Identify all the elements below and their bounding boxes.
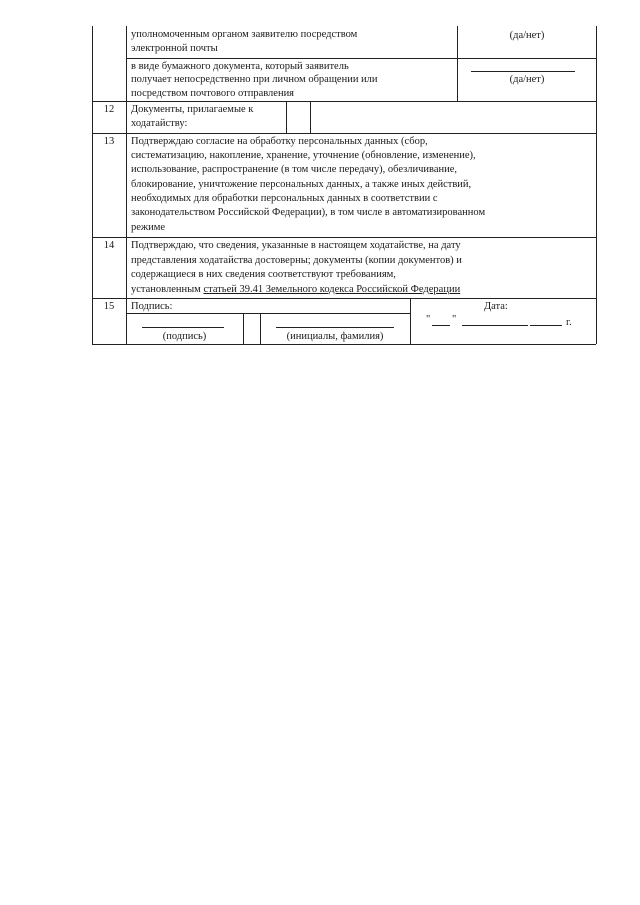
row13-line-4: блокирование, уничтожение персональных данных, а также иных действий, (131, 179, 472, 190)
row13-number: 13 (103, 136, 115, 147)
row15-number: 15 (103, 301, 115, 312)
date-label: Дата: (484, 301, 508, 312)
date-quote-open: " (426, 314, 431, 325)
row11a-line-1: уполномоченным органом заявителю посредством (131, 29, 358, 40)
row11b-answer-field[interactable] (471, 71, 575, 72)
row-divider-11 (92, 101, 596, 102)
row15-divider-sign (243, 313, 244, 344)
row-divider-11a (126, 58, 596, 59)
date-quote-close: " (452, 314, 457, 325)
row12-divider-a (286, 101, 287, 133)
name-field[interactable] (276, 327, 394, 328)
row13-line-2: систематизацию, накопление, хранение, уточнение (обновление, изменение), (131, 150, 476, 161)
row14-line-1: Подтверждаю, что сведения, указанные в настоящем ходатайстве, на дату (131, 240, 461, 251)
row-divider-14 (92, 298, 596, 299)
row14-line-4 (131, 283, 460, 296)
row14-prefix: установленным (131, 284, 204, 295)
row11a-answer-hint: (да/нет) (509, 30, 545, 41)
row12-line-2: ходатайству: (131, 118, 188, 129)
row14-line-2: представления ходатайства достоверны; документы (копии документов) и (131, 255, 462, 266)
row13-line-5: необходимых для обработки персональных данных в соответствии с (131, 193, 438, 204)
year-suffix: г. (566, 317, 572, 328)
name-caption: (инициалы, фамилия) (286, 331, 384, 342)
signature-label: Подпись: (131, 301, 173, 312)
row12-line-1: Документы, прилагаемые к (131, 104, 254, 115)
row11b-line-2: получает непосредственно при личном обращении или (131, 74, 378, 85)
table-border-right (596, 26, 597, 344)
table-border-bottom (92, 344, 596, 345)
row-divider-12 (92, 133, 596, 134)
row12-number: 12 (103, 104, 115, 115)
row14-line-3: содержащиеся в них сведения соответствуют требованиям, (131, 269, 396, 280)
row13-line-7: режиме (131, 222, 166, 233)
row11b-line-1: в виде бумажного документа, который заявитель (131, 61, 349, 72)
row14-number: 14 (103, 240, 115, 251)
num-column-divider (126, 26, 127, 344)
table-border-left (92, 26, 93, 344)
row11a-line-2: электронной почты (131, 43, 218, 54)
signature-caption: (подпись) (162, 331, 207, 342)
row11b-answer-hint: (да/нет) (509, 74, 545, 85)
date-year-field[interactable] (530, 325, 562, 326)
date-day-field[interactable] (432, 325, 450, 326)
row13-line-6: законодательством Российской Федерации), в том числе в автоматизированном (131, 207, 486, 218)
row-divider-13 (92, 237, 596, 238)
law-article-link[interactable]: статьей 39.41 Земельного кодекса Российской Федерации (203, 284, 461, 295)
row13-line-3: использование, распространение (в том числе передачу), обезличивание, (131, 164, 458, 175)
row13-line-1: Подтверждаю согласие на обработку персональных данных (сбор, (131, 136, 428, 147)
row15-sign-subline (126, 313, 410, 314)
signature-field[interactable] (142, 327, 224, 328)
row15-divider-date (410, 298, 411, 344)
row12-divider-b (310, 101, 311, 133)
row11b-line-3: посредством почтового отправления (131, 88, 295, 99)
date-month-field[interactable] (462, 325, 528, 326)
